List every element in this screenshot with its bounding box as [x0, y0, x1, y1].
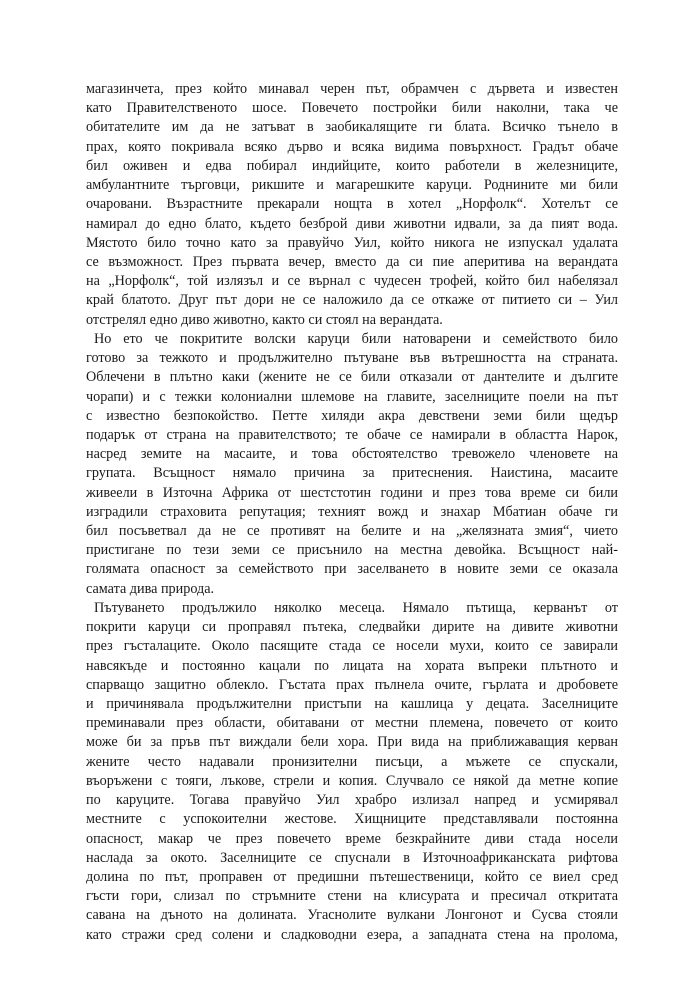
text-line: долина по път, проправен от предишни пътешественици, който се виел сред [86, 868, 618, 885]
text-line: живеели в Източна Африка от шестстотин години и през това време си били [86, 484, 618, 501]
text-line: подарък от страна на правителството; те обаче се намирали в областта Нарок, [86, 426, 618, 443]
text-line: бил посъветвал да не се противят на белите и на „желязната змия“, чието [86, 523, 618, 540]
text-line: очаровани. Възрастните прекарали нощта в хотел „Норфолк“. Хотелът се [86, 196, 618, 213]
text-line: наслада за окото. Заселниците се спуснали в Източноафриканската рифтова [86, 849, 618, 866]
text-line: покрити каруци си проправял пътека, следвайки дирите на дивите животни [86, 619, 618, 636]
text-line: обитателите им да не затъват в заобикалящите ги блата. Всичко тънело в [86, 119, 618, 136]
text-line: савана на дъното на долината. Угаснолите вулкани Лонгонот и Сусва стояли [86, 907, 618, 924]
text-line: на „Норфолк“, той излязъл и се върнал с чудесен трофей, който бил набелязал [86, 273, 618, 290]
text-line: като стражи сред солени и сладководни езера, а западната стена на пролома, [86, 926, 618, 943]
text-line: групата. Всъщност нямало причина за притеснения. Наистина, масаите [86, 465, 618, 482]
paragraph-2 [86, 330, 618, 599]
document-page [86, 80, 618, 945]
text-line: преминавали през области, обитавани от местни племена, повечето от които [86, 715, 618, 732]
text-line: самата дива природа. [86, 580, 215, 597]
text-line: голямата опасност за семейството при заселването в новите земи се оказала [86, 561, 618, 578]
text-line: жените често надавали пронизителни писъци, а мъжете се спускали, [86, 753, 618, 770]
text-line: през гъсталаците. Около пасящите стада се носели мухи, които се завирали [86, 638, 618, 655]
text-line: изградили страховита репутация; техният вожд и знахар Мбатиан обаче ги [86, 503, 618, 520]
paragraph-3 [86, 599, 618, 945]
text-line: като Правителственото шосе. Повечето постройки били наколни, така че [86, 100, 618, 117]
text-line: прах, която покривала всяко дърво и всяка видима повърхност. Градът обаче [86, 138, 618, 155]
text-line: магазинчета, през който минавал черен път, обрамчен с дървета и известен [86, 81, 618, 97]
text-line: навсякъде и постоянно кацали по лицата на хората въпреки плътното и [86, 657, 618, 674]
text-line: отстрелял едно диво животно, както си стоял на верандата. [86, 311, 443, 328]
text-line: Пътуването продължило няколко месеца. Нямало пътища, керванът от [94, 599, 618, 616]
text-line: намирал до едно блато, където безброй диви животни идвали, за да пият вода. [86, 215, 618, 232]
text-line: с известно безпокойство. Петте хиляди акра девствени земи били щедър [86, 407, 618, 424]
text-line: гъсти гори, слизал по стръмните стени на клисурата и пресичал откритата [86, 888, 618, 905]
text-line: по каруците. Тогава правуйчо Уил храбро излизал напред и усмирявал [86, 792, 618, 809]
text-line: и причинявала продължителни пристъпи на кашлица у децата. Заселниците [86, 696, 618, 712]
text-line: въоръжени с тояги, лъкове, стрели и копия. Случвало се някой да метне копие [86, 772, 618, 789]
text-line: бил оживен и едва побирал индийците, които работели в железниците, [86, 157, 618, 174]
text-line: готово за тежкото и продължително пътуване във вътрешността на страната. [86, 350, 618, 367]
text-line: чорапи) и с тежки колониални шлемове на главите, заселниците поели на път [86, 388, 618, 405]
text-line: Но ето че покритите волски каруци били натоварени и семейството било [94, 330, 618, 347]
text-line: Облечени в плътно каки (жените не се били отказали от дантелите и дългите [86, 369, 618, 386]
text-line: насред земите на масаите, и това обстоятелство тревожело членовете на [86, 446, 618, 463]
text-line: спарващо защитно облекло. Гъстата прах пълнела очите, гърлата и дробовете [86, 676, 618, 693]
text-line: местните с успокоителни жестове. Хищниците представлявали постоянна [86, 811, 618, 828]
text-line: може би за пръв път виждали бели хора. При вида на приближаващия керван [86, 734, 618, 751]
text-line: амбулантните търговци, рикшите и магарешките каруци. Роднините ми били [86, 177, 618, 194]
text-line: край блатото. Друг път дори не се наложило да се откаже от питието си – Уил [86, 292, 618, 309]
text-line: се възможност. През първата вечер, вместо да си пие аперитива на верандата [86, 253, 618, 270]
text-line: Мястото било точно като за правуйчо Уил, който никога не изпускал удалата [86, 234, 618, 251]
text-line: опасност, макар че през повечето време безкрайните диви стада носели [86, 830, 618, 847]
paragraph-1 [86, 80, 618, 330]
text-line: пристигане по тези земи се присънило на местна девойка. Всъщност най- [86, 542, 618, 559]
